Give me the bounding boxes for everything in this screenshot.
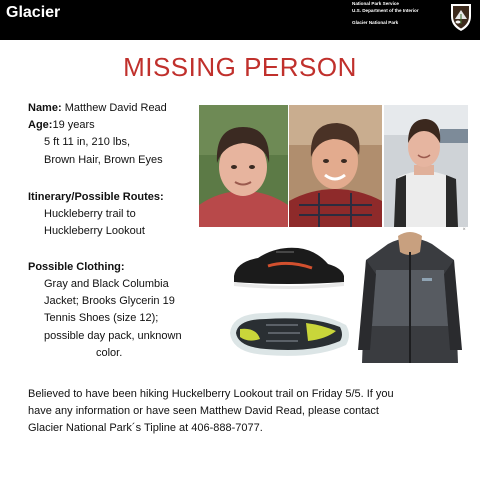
department-name: U.S. Department of the Interior bbox=[352, 7, 419, 13]
footer-line: Believed to have been hiking Huckelberry Lookout trail on Friday 5/5. If you bbox=[28, 388, 394, 400]
footer-notice bbox=[28, 386, 468, 437]
close-icon[interactable]: ˟ bbox=[463, 228, 466, 235]
park-name: Glacier National Park bbox=[352, 20, 399, 25]
person-photo bbox=[384, 105, 468, 227]
nps-arrowhead-icon bbox=[449, 2, 473, 32]
clothing-line: possible day pack, unknown bbox=[44, 330, 182, 342]
footer-line: have any information or have seen Matthew David Read, please contact bbox=[28, 405, 379, 417]
name-label: Name: bbox=[28, 102, 62, 114]
clothing-line: Tennis Shoes (size 12); bbox=[44, 312, 159, 324]
clothing-line: color. bbox=[96, 347, 123, 359]
person-photo bbox=[199, 105, 288, 227]
person-photo bbox=[289, 105, 382, 227]
footer-line: Glacier National Park´s Tipline at 406-888-7077. bbox=[28, 422, 263, 434]
header-bar bbox=[0, 0, 480, 40]
height-weight: 5 ft 11 in, 210 lbs, bbox=[44, 136, 131, 148]
clothing-line: Jacket; Brooks Glycerin 19 bbox=[44, 295, 175, 307]
age-line bbox=[28, 117, 95, 134]
agency-block bbox=[352, 1, 419, 27]
jacket-image bbox=[358, 230, 462, 363]
agency-name: National Park Service bbox=[352, 1, 399, 6]
shoe-sole-image bbox=[226, 303, 354, 361]
itinerary-label: Itinerary/Possible Routes: bbox=[28, 191, 164, 203]
shoe-image bbox=[228, 240, 350, 292]
name-line bbox=[28, 100, 167, 117]
person-name: Matthew David Read bbox=[64, 102, 167, 114]
page-title: MISSING PERSON bbox=[123, 52, 357, 82]
itinerary-line: Huckleberry trail to bbox=[44, 208, 136, 220]
clothing-label: Possible Clothing: bbox=[28, 261, 125, 273]
clothing-line: Gray and Black Columbia bbox=[44, 278, 169, 290]
itinerary-line: Huckleberry Lookout bbox=[44, 225, 145, 237]
brand-name: Glacier bbox=[6, 4, 61, 21]
person-age: 19 years bbox=[52, 119, 95, 131]
hair-eyes: Brown Hair, Brown Eyes bbox=[44, 154, 163, 166]
age-label: Age: bbox=[28, 119, 53, 131]
